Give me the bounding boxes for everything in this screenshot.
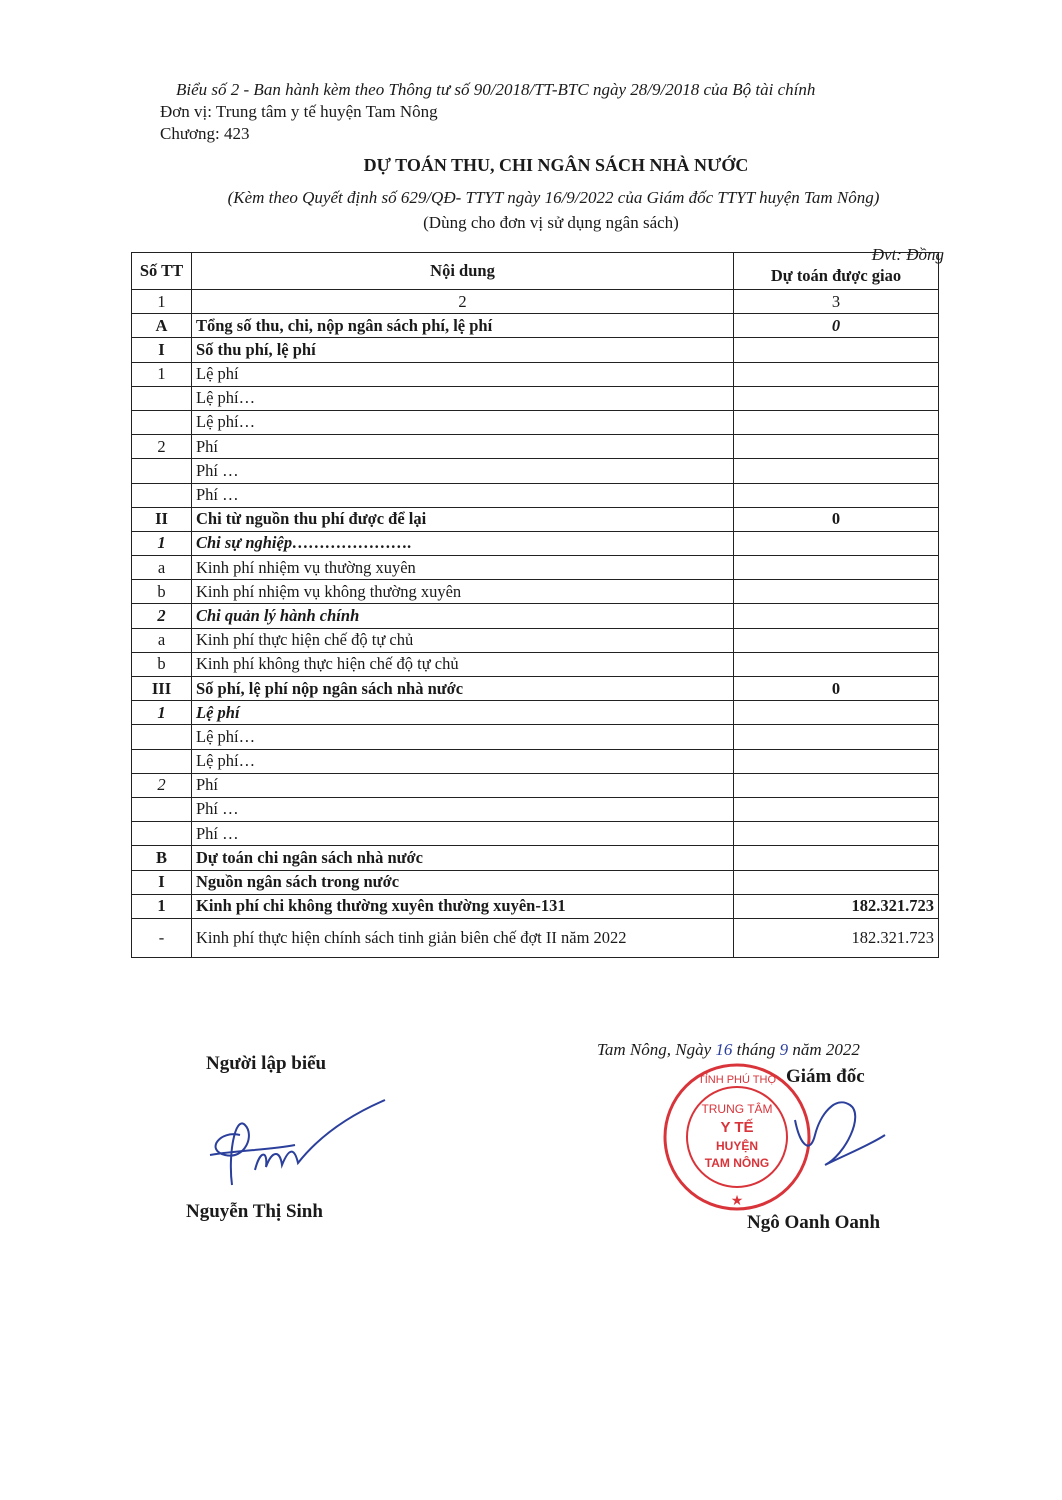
table-row xyxy=(132,628,939,652)
row-content: Phí … xyxy=(192,797,734,821)
row-value: 182.321.723 xyxy=(734,918,939,957)
date-month: 9 xyxy=(779,1040,789,1059)
table-row xyxy=(132,435,939,459)
index-row xyxy=(132,290,939,314)
row-value: 0 xyxy=(734,314,939,338)
row-value xyxy=(734,846,939,870)
row-content: Số thu phí, lệ phí xyxy=(192,338,734,362)
table-row xyxy=(132,314,939,338)
row-value xyxy=(734,386,939,410)
table-row xyxy=(132,459,939,483)
row-stt xyxy=(132,483,192,507)
row-stt xyxy=(132,822,192,846)
row-stt: II xyxy=(132,507,192,531)
row-content: Nguồn ngân sách trong nước xyxy=(192,870,734,894)
row-stt: a xyxy=(132,556,192,580)
row-value xyxy=(734,483,939,507)
row-value xyxy=(734,725,939,749)
row-value xyxy=(734,338,939,362)
table-row xyxy=(132,556,939,580)
row-content: Phí xyxy=(192,435,734,459)
row-stt xyxy=(132,410,192,434)
row-content: Lệ phí xyxy=(192,701,734,725)
stamp-star-icon: ★ xyxy=(730,1194,744,1209)
row-content: Lệ phí… xyxy=(192,749,734,773)
index-cell: 3 xyxy=(734,290,939,314)
table-row xyxy=(132,362,939,386)
row-content: Số phí, lệ phí nộp ngân sách nhà nước xyxy=(192,677,734,701)
director-signature xyxy=(790,1085,890,1180)
row-value xyxy=(734,749,939,773)
row-value xyxy=(734,410,939,434)
row-value xyxy=(734,604,939,628)
row-value xyxy=(734,628,939,652)
document-title: DỰ TOÁN THU, CHI NGÂN SÁCH NHÀ NƯỚC xyxy=(363,155,749,175)
row-value: 182.321.723 xyxy=(734,894,939,918)
row-stt: 2 xyxy=(132,773,192,797)
row-stt: B xyxy=(132,846,192,870)
table-row xyxy=(132,918,939,957)
table-header-row xyxy=(132,253,939,290)
row-stt: III xyxy=(132,677,192,701)
creator-signature xyxy=(200,1095,390,1195)
row-content: Lệ phí… xyxy=(192,386,734,410)
stamp-line-3: HUYỆN xyxy=(715,1139,759,1153)
creator-name: Nguyễn Thị Sinh xyxy=(186,1201,323,1222)
row-content: Chi sự nghiệp…………………. xyxy=(192,531,734,555)
chapter-line: Chương: 423 xyxy=(160,124,250,143)
row-content: Phí … xyxy=(192,483,734,507)
header-content: Nội dung xyxy=(192,253,734,290)
row-content: Kinh phí thực hiện chế độ tự chủ xyxy=(192,628,734,652)
row-value xyxy=(734,580,939,604)
row-value xyxy=(734,773,939,797)
row-content: Kinh phí nhiệm vụ thường xuyên xyxy=(192,556,734,580)
row-content: Kinh phí nhiệm vụ không thường xuyên xyxy=(192,580,734,604)
row-value xyxy=(734,797,939,821)
index-cell: 2 xyxy=(192,290,734,314)
row-stt xyxy=(132,459,192,483)
date-day: 16 xyxy=(715,1040,733,1059)
director-name: Ngô Oanh Oanh xyxy=(747,1212,881,1233)
document-subtitle: (Kèm theo Quyết định số 629/QĐ- TTYT ngày 16/9/2022 của Giám đốc TTYT huyện Tam Nông) xyxy=(227,188,880,207)
stamp-line-1: TRUNG TÂM xyxy=(701,1102,773,1116)
row-stt: 1 xyxy=(132,531,192,555)
row-value xyxy=(734,531,939,555)
table-row xyxy=(132,749,939,773)
table-row xyxy=(132,507,939,531)
row-content: Phí … xyxy=(192,459,734,483)
date-prefix: Tam Nông, Ngày xyxy=(597,1040,712,1059)
row-content: Chi từ nguồn thu phí được để lại xyxy=(192,507,734,531)
row-stt: b xyxy=(132,652,192,676)
row-value xyxy=(734,870,939,894)
row-stt xyxy=(132,797,192,821)
row-value: 0 xyxy=(734,677,939,701)
row-stt: I xyxy=(132,870,192,894)
row-value xyxy=(734,652,939,676)
table-row xyxy=(132,894,939,918)
row-stt xyxy=(132,386,192,410)
row-stt: a xyxy=(132,628,192,652)
row-content: Chi quản lý hành chính xyxy=(192,604,734,628)
row-value xyxy=(734,701,939,725)
row-content: Kinh phí không thực hiện chế độ tự chủ xyxy=(192,652,734,676)
table-row xyxy=(132,410,939,434)
director-title: Giám đốc xyxy=(786,1066,865,1087)
row-content: Kinh phí thực hiện chính sách tinh giản biên chế đợt II năm 2022 xyxy=(192,918,734,957)
unit-line: Đơn vị: Trung tâm y tế huyện Tam Nông xyxy=(160,102,438,121)
row-value xyxy=(734,822,939,846)
row-stt: 2 xyxy=(132,435,192,459)
table-row xyxy=(132,604,939,628)
table-row xyxy=(132,870,939,894)
row-content: Tổng số thu, chi, nộp ngân sách phí, lệ phí xyxy=(192,314,734,338)
index-cell: 1 xyxy=(132,290,192,314)
row-stt xyxy=(132,749,192,773)
table-row xyxy=(132,338,939,362)
currency-unit-note: Đvt: Đồng xyxy=(871,245,944,264)
budget-table xyxy=(131,252,939,958)
header-value: Dự toán được giao xyxy=(734,253,939,290)
stamp-ring-text: TỈNH PHÚ THỌ xyxy=(697,1074,777,1086)
form-reference: Biểu số 2 - Ban hành kèm theo Thông tư số 90/2018/TT-BTC ngày 28/9/2018 của Bộ tài chính xyxy=(176,80,816,99)
date-year: năm 2022 xyxy=(792,1040,860,1059)
table-row xyxy=(132,701,939,725)
row-stt: 1 xyxy=(132,362,192,386)
header-stt: Số TT xyxy=(132,253,192,290)
stamp-line-4: TAM NÔNG xyxy=(704,1156,770,1170)
date-month-label: tháng xyxy=(736,1040,776,1059)
row-content: Kinh phí chi không thường xuyên thường xuyên-131 xyxy=(192,894,734,918)
row-value: 0 xyxy=(734,507,939,531)
table-row xyxy=(132,531,939,555)
row-stt: I xyxy=(132,338,192,362)
row-stt: A xyxy=(132,314,192,338)
row-content: Phí xyxy=(192,773,734,797)
table-row xyxy=(132,652,939,676)
row-content: Lệ phí… xyxy=(192,725,734,749)
table-row xyxy=(132,725,939,749)
table-row xyxy=(132,386,939,410)
row-stt: 1 xyxy=(132,894,192,918)
row-content: Phí … xyxy=(192,822,734,846)
row-stt: 1 xyxy=(132,701,192,725)
row-stt: - xyxy=(132,918,192,957)
row-stt: 2 xyxy=(132,604,192,628)
row-value xyxy=(734,362,939,386)
stamp-line-2: Y TẾ xyxy=(720,1119,754,1136)
table-row xyxy=(132,822,939,846)
table-row xyxy=(132,483,939,507)
row-content: Lệ phí… xyxy=(192,410,734,434)
document-usage-note: (Dùng cho đơn vị sử dụng ngân sách) xyxy=(423,213,679,232)
row-content: Lệ phí xyxy=(192,362,734,386)
creator-title: Người lập biểu xyxy=(206,1053,327,1074)
row-value xyxy=(734,459,939,483)
table-row xyxy=(132,797,939,821)
table-row xyxy=(132,773,939,797)
row-content: Dự toán chi ngân sách nhà nước xyxy=(192,846,734,870)
row-value xyxy=(734,435,939,459)
table-row xyxy=(132,677,939,701)
row-stt xyxy=(132,725,192,749)
table-row xyxy=(132,580,939,604)
row-stt: b xyxy=(132,580,192,604)
table-row xyxy=(132,846,939,870)
row-value xyxy=(734,556,939,580)
